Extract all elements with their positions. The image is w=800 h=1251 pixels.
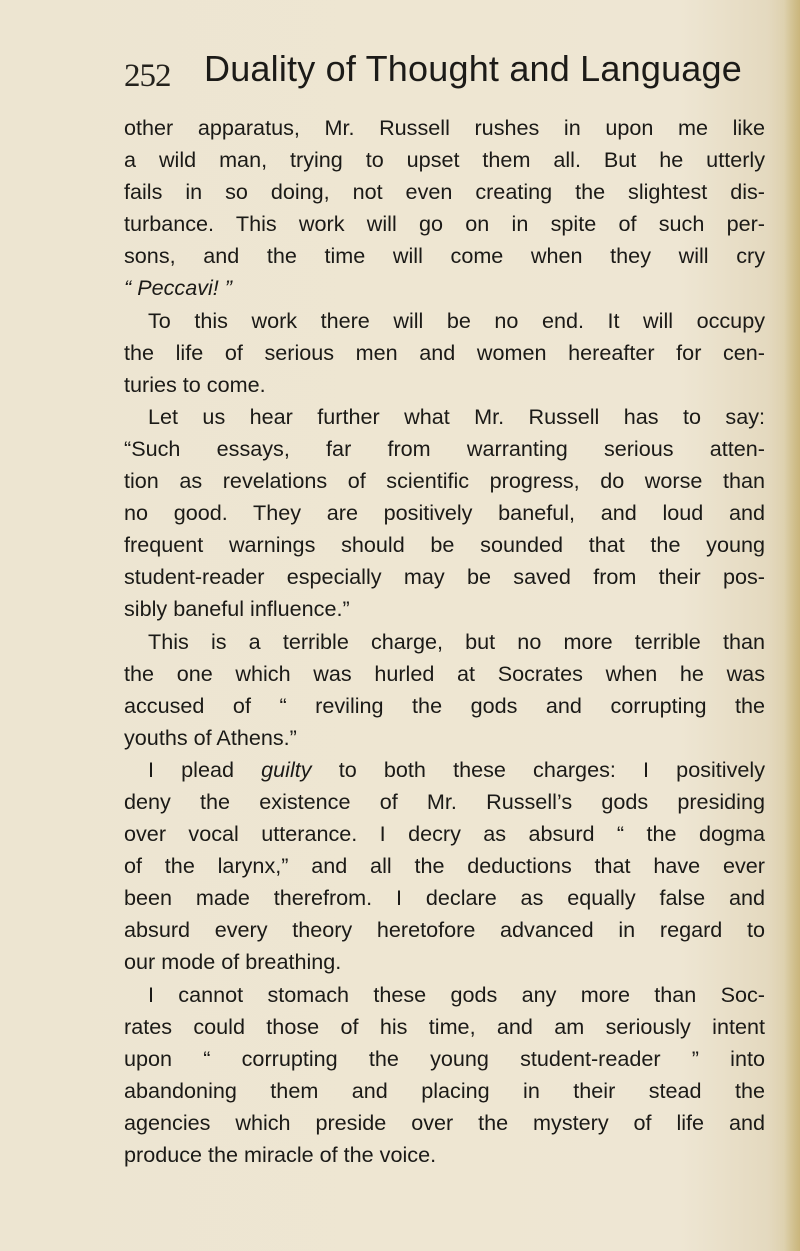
text-line: fails in so doing, not even creating the slightest dis- bbox=[124, 179, 765, 205]
page-number: 252 bbox=[124, 58, 171, 94]
text-line: sons, and the time will come when they will cry bbox=[124, 243, 765, 269]
text-line: This is a terrible charge, but no more terrible than bbox=[148, 628, 765, 654]
text-line: tion as revelations of scientific progress, do worse than bbox=[124, 468, 765, 494]
text-line: youths of Athens.” bbox=[124, 724, 297, 750]
text-line: no good. They are positively baneful, and loud and bbox=[124, 500, 765, 526]
text-line: I cannot stomach these gods any more than Soc- bbox=[148, 981, 765, 1007]
text-line: the one which was hurled at Socrates when he was bbox=[124, 660, 765, 686]
text-line: turbance. This work will go on in spite of such per- bbox=[124, 211, 765, 237]
text-line: upon “ corrupting the young student-reader ” into bbox=[124, 1045, 765, 1071]
text-line: accused of “ reviling the gods and corrupting the bbox=[124, 692, 765, 718]
text-line: our mode of breathing. bbox=[124, 949, 342, 975]
body-text bbox=[124, 112, 765, 1171]
text-line: been made therefrom. I declare as equally false and bbox=[124, 885, 765, 911]
text-line: To this work there will be no end. It will occupy bbox=[148, 307, 765, 333]
text-line: sibly baneful influence.” bbox=[124, 596, 350, 622]
text-line: produce the miracle of the voice. bbox=[124, 1142, 437, 1167]
text-line: rates could those of his time, and am seriously intent bbox=[124, 1013, 765, 1039]
text-line: a wild man, trying to upset them all. But he utterly bbox=[124, 147, 765, 173]
text-line: turies to come. bbox=[124, 371, 266, 397]
text-line: abandoning them and placing in their stead the bbox=[124, 1077, 765, 1103]
text-line: deny the existence of Mr. Russell’s gods presiding bbox=[124, 788, 765, 814]
running-header bbox=[124, 46, 764, 102]
text-line: student-reader especially may be saved from their pos- bbox=[124, 564, 765, 590]
text-line: absurd every theory heretofore advanced in regard to bbox=[124, 917, 765, 943]
emphasis: guilty bbox=[261, 756, 312, 782]
running-title: Duality of Thought and Language bbox=[204, 48, 742, 89]
text-line: of the larynx,” and all the deductions that have ever bbox=[124, 853, 765, 879]
text-line: over vocal utterance. I decry as absurd “ the dogma bbox=[124, 821, 765, 847]
text-line: Let us hear further what Mr. Russell has to say: bbox=[148, 403, 765, 429]
page-edge-shading bbox=[784, 0, 800, 1251]
text-line: frequent warnings should be sounded that the young bbox=[124, 532, 765, 558]
text-line: “Such essays, far from warranting serious atten- bbox=[124, 435, 765, 461]
text-line: I plead guilty to both these charges: I positively bbox=[148, 756, 765, 782]
text-line: agencies which preside over the mystery of life and bbox=[124, 1109, 765, 1135]
text-line: other apparatus, Mr. Russell rushes in upon me like bbox=[124, 115, 765, 140]
text-line: “ Peccavi! ” bbox=[124, 275, 232, 301]
text-line: the life of serious men and women hereafter for cen- bbox=[124, 339, 765, 365]
